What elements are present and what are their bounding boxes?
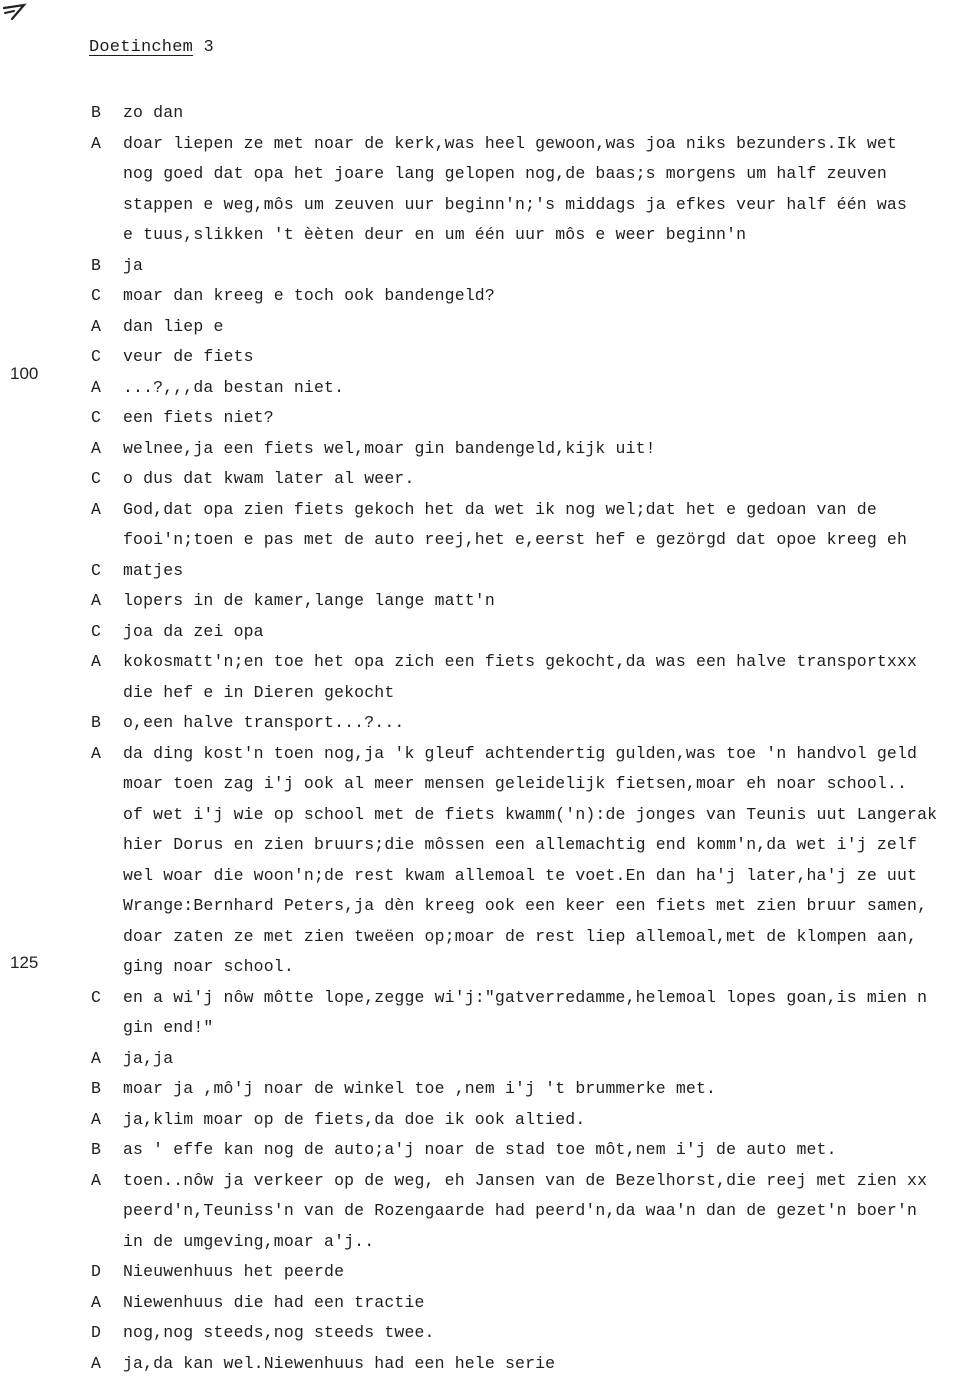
utterance-line: doar zaten ze met zien tweëen op;moar de rest liep allemoal,met de klompen aan, <box>123 926 918 946</box>
utterance <box>123 617 973 648</box>
utterance-line: een fiets niet? <box>123 408 274 427</box>
transcript <box>0 98 973 1379</box>
transcript-turn <box>0 739 973 983</box>
corner-mark-icon <box>2 2 28 22</box>
transcript-turn <box>0 1349 973 1380</box>
utterance <box>123 434 973 465</box>
utterance-line: o dus dat kwam later al weer. <box>123 469 415 488</box>
transcript-turn <box>0 281 973 312</box>
utterance-line: lopers in de kamer,lange lange matt'n <box>123 591 495 610</box>
utterance <box>123 1288 973 1319</box>
utterance-line: ...?,,,da bestan niet. <box>123 377 345 397</box>
speaker-label: A <box>91 652 101 671</box>
utterance <box>123 464 973 495</box>
speaker-label: D <box>91 1323 101 1342</box>
margin-line-number-125: 125 <box>10 953 39 972</box>
utterance <box>123 739 973 983</box>
page-number: 3 <box>203 38 214 57</box>
utterance <box>123 556 973 587</box>
utterance-line: matjes <box>123 560 184 580</box>
utterance <box>123 1349 973 1380</box>
transcript-turn <box>0 1135 973 1166</box>
transcript-turn <box>0 1074 973 1105</box>
transcript-turn <box>0 586 973 617</box>
utterance <box>123 495 973 556</box>
speaker-label: A <box>91 1353 101 1373</box>
speaker-label: B <box>91 255 101 275</box>
utterance <box>123 983 973 1044</box>
transcript-turn <box>0 403 973 434</box>
speaker-label: A <box>91 438 101 458</box>
utterance-line: gin end!" <box>123 1018 214 1037</box>
utterance-line: God,dat opa zien fiets gekoch het da wet ik nog wel;dat het e gedoan van de <box>123 499 877 519</box>
utterance-line: as ' effe kan nog de auto;a'j noar de stad toe môt,nem i'j de auto met. <box>123 1140 837 1159</box>
transcript-turn <box>0 98 973 129</box>
transcript-turn <box>0 708 973 739</box>
utterance <box>123 373 973 404</box>
utterance-line: fooi'n;toen e pas met de auto reej,het e,eerst hef e gezörgd dat opoe kreeg eh <box>123 530 908 549</box>
speaker-label: C <box>91 408 101 427</box>
speaker-label: B <box>91 1140 101 1159</box>
transcript-turn <box>0 129 973 251</box>
utterance <box>123 342 973 373</box>
speaker-label: A <box>91 316 101 336</box>
transcript-turn <box>0 1044 973 1075</box>
utterance-line: stappen e weg,môs um zeuven uur beginn'n;'s middags ja efkes veur half één was <box>123 194 908 214</box>
transcript-turn <box>0 1288 973 1319</box>
utterance <box>123 1044 973 1075</box>
speaker-label: B <box>91 713 101 732</box>
transcript-turn <box>0 983 973 1044</box>
utterance <box>123 1135 973 1166</box>
utterance-line: o,een halve transport...?... <box>123 713 405 732</box>
page-title-text: Doetinchem <box>89 38 194 57</box>
utterance-line: in de umgeving,moar a'j.. <box>123 1231 375 1251</box>
utterance <box>123 251 973 282</box>
page-title <box>89 38 214 57</box>
utterance-line: kokosmatt'n;en toe het opa zich een fiets gekocht,da was een halve transportxxx <box>123 652 918 671</box>
utterance <box>123 403 973 434</box>
utterance-line: moar toen zag i'j ook al meer mensen geleidelijk fietsen,moar eh noar school.. <box>123 774 908 793</box>
utterance <box>123 281 973 312</box>
margin-line-number-100: 100 <box>10 364 39 383</box>
transcript-turn <box>0 251 973 282</box>
utterance-line: Nieuwenhuus het peerde <box>123 1262 345 1281</box>
utterance-line: da ding kost'n toen nog,ja 'k gleuf achtendertig gulden,was toe 'n handvol geld <box>123 743 918 763</box>
utterance-line: toen..nôw ja verkeer op de weg, eh Jansen van de Bezelhorst,die reej met zien xx <box>123 1170 928 1190</box>
transcript-turn <box>0 434 973 465</box>
speaker-label: A <box>91 133 101 153</box>
utterance-line: ja <box>123 255 144 275</box>
transcript-turn <box>0 1105 973 1136</box>
speaker-label: C <box>91 621 101 641</box>
utterance-line: nog goed dat opa het joare lang gelopen nog,de baas;s morgens um half zeuven <box>123 164 887 183</box>
utterance-line: hier Dorus en zien bruurs;die môssen een allemachtig end komm'n,da wet i'j zelf <box>123 835 918 854</box>
utterance-line: welnee,ja een fiets wel,moar gin bandengeld,kijk uit! <box>123 438 656 458</box>
utterance-line: e tuus,slikken 't èèten deur en um één uur môs e weer beginn'n <box>123 225 747 244</box>
transcript-turn <box>0 1318 973 1349</box>
utterance-line: dan liep e <box>123 316 224 336</box>
utterance-line: of wet i'j wie op school met de fiets kwamm('n):de jonges van Teunis uut Langerak <box>123 804 938 824</box>
speaker-label: C <box>91 560 101 580</box>
transcript-turn <box>0 464 973 495</box>
speaker-label: A <box>91 743 101 763</box>
utterance-line: ja,da kan wel.Niewenhuus had een hele serie <box>123 1353 556 1373</box>
transcript-turn <box>0 556 973 587</box>
transcript-turn <box>0 647 973 708</box>
speaker-label: D <box>91 1262 101 1281</box>
speaker-label: A <box>91 591 101 610</box>
speaker-label: A <box>91 499 101 519</box>
utterance <box>123 586 973 617</box>
utterance <box>123 1074 973 1105</box>
utterance-line: peerd'n,Teuniss'n van de Rozengaarde had peerd'n,da waa'n dan de gezet'n boer'n <box>123 1201 918 1220</box>
speaker-label: A <box>91 1292 101 1312</box>
transcript-turn <box>0 495 973 556</box>
utterance-line: ja,klim moar op de fiets,da doe ik ook altied. <box>123 1109 586 1129</box>
utterance-line: die hef e in Dieren gekocht <box>123 682 395 702</box>
speaker-label: B <box>91 103 101 122</box>
utterance-line: nog,nog steeds,nog steeds twee. <box>123 1323 435 1342</box>
utterance-line: Wrange:Bernhard Peters,ja dèn kreeg ook een keer een fiets met zien bruur samen, <box>123 896 928 915</box>
utterance-line: ja,ja <box>123 1048 174 1068</box>
speaker-label: C <box>91 286 101 305</box>
utterance-line: Niewenhuus die had een tractie <box>123 1292 425 1312</box>
transcript-turn <box>0 1166 973 1258</box>
speaker-label: A <box>91 1048 101 1068</box>
utterance <box>123 1257 973 1288</box>
utterance <box>123 1166 973 1258</box>
utterance <box>123 98 973 129</box>
utterance <box>123 1105 973 1136</box>
speaker-label: A <box>91 1170 101 1190</box>
utterance-line: en a wi'j nôw môtte lope,zegge wi'j:"gatverredamme,helemoal lopes goan,is mien n <box>123 987 928 1007</box>
utterance-line: joa da zei opa <box>123 621 264 641</box>
transcript-turn <box>0 312 973 343</box>
speaker-label: A <box>91 1109 101 1129</box>
utterance <box>123 1318 973 1349</box>
utterance-line: ging noar school. <box>123 957 294 976</box>
utterance-line: veur de fiets <box>123 347 254 366</box>
speaker-label: A <box>91 377 101 397</box>
transcript-turn <box>0 373 973 404</box>
speaker-label: C <box>91 469 101 488</box>
utterance-line: moar dan kreeg e toch ook bandengeld? <box>123 286 495 305</box>
utterance-line: doar liepen ze met noar de kerk,was heel gewoon,was joa niks bezunders.Ik wet <box>123 133 897 153</box>
utterance <box>123 647 973 708</box>
utterance-line: zo dan <box>123 103 184 122</box>
utterance-line: moar ja ,mô'j noar de winkel toe ,nem i'j 't brummerke met. <box>123 1079 717 1098</box>
utterance <box>123 708 973 739</box>
utterance <box>123 312 973 343</box>
transcript-turn <box>0 1257 973 1288</box>
utterance-line: wel woar die woon'n;de rest kwam allemoal te voet.En dan ha'j later,ha'j ze uut <box>123 865 918 885</box>
utterance <box>123 129 973 251</box>
speaker-label: B <box>91 1079 101 1098</box>
transcript-turn <box>0 342 973 373</box>
speaker-label: C <box>91 987 101 1007</box>
speaker-label: C <box>91 347 101 366</box>
transcript-turn <box>0 617 973 648</box>
